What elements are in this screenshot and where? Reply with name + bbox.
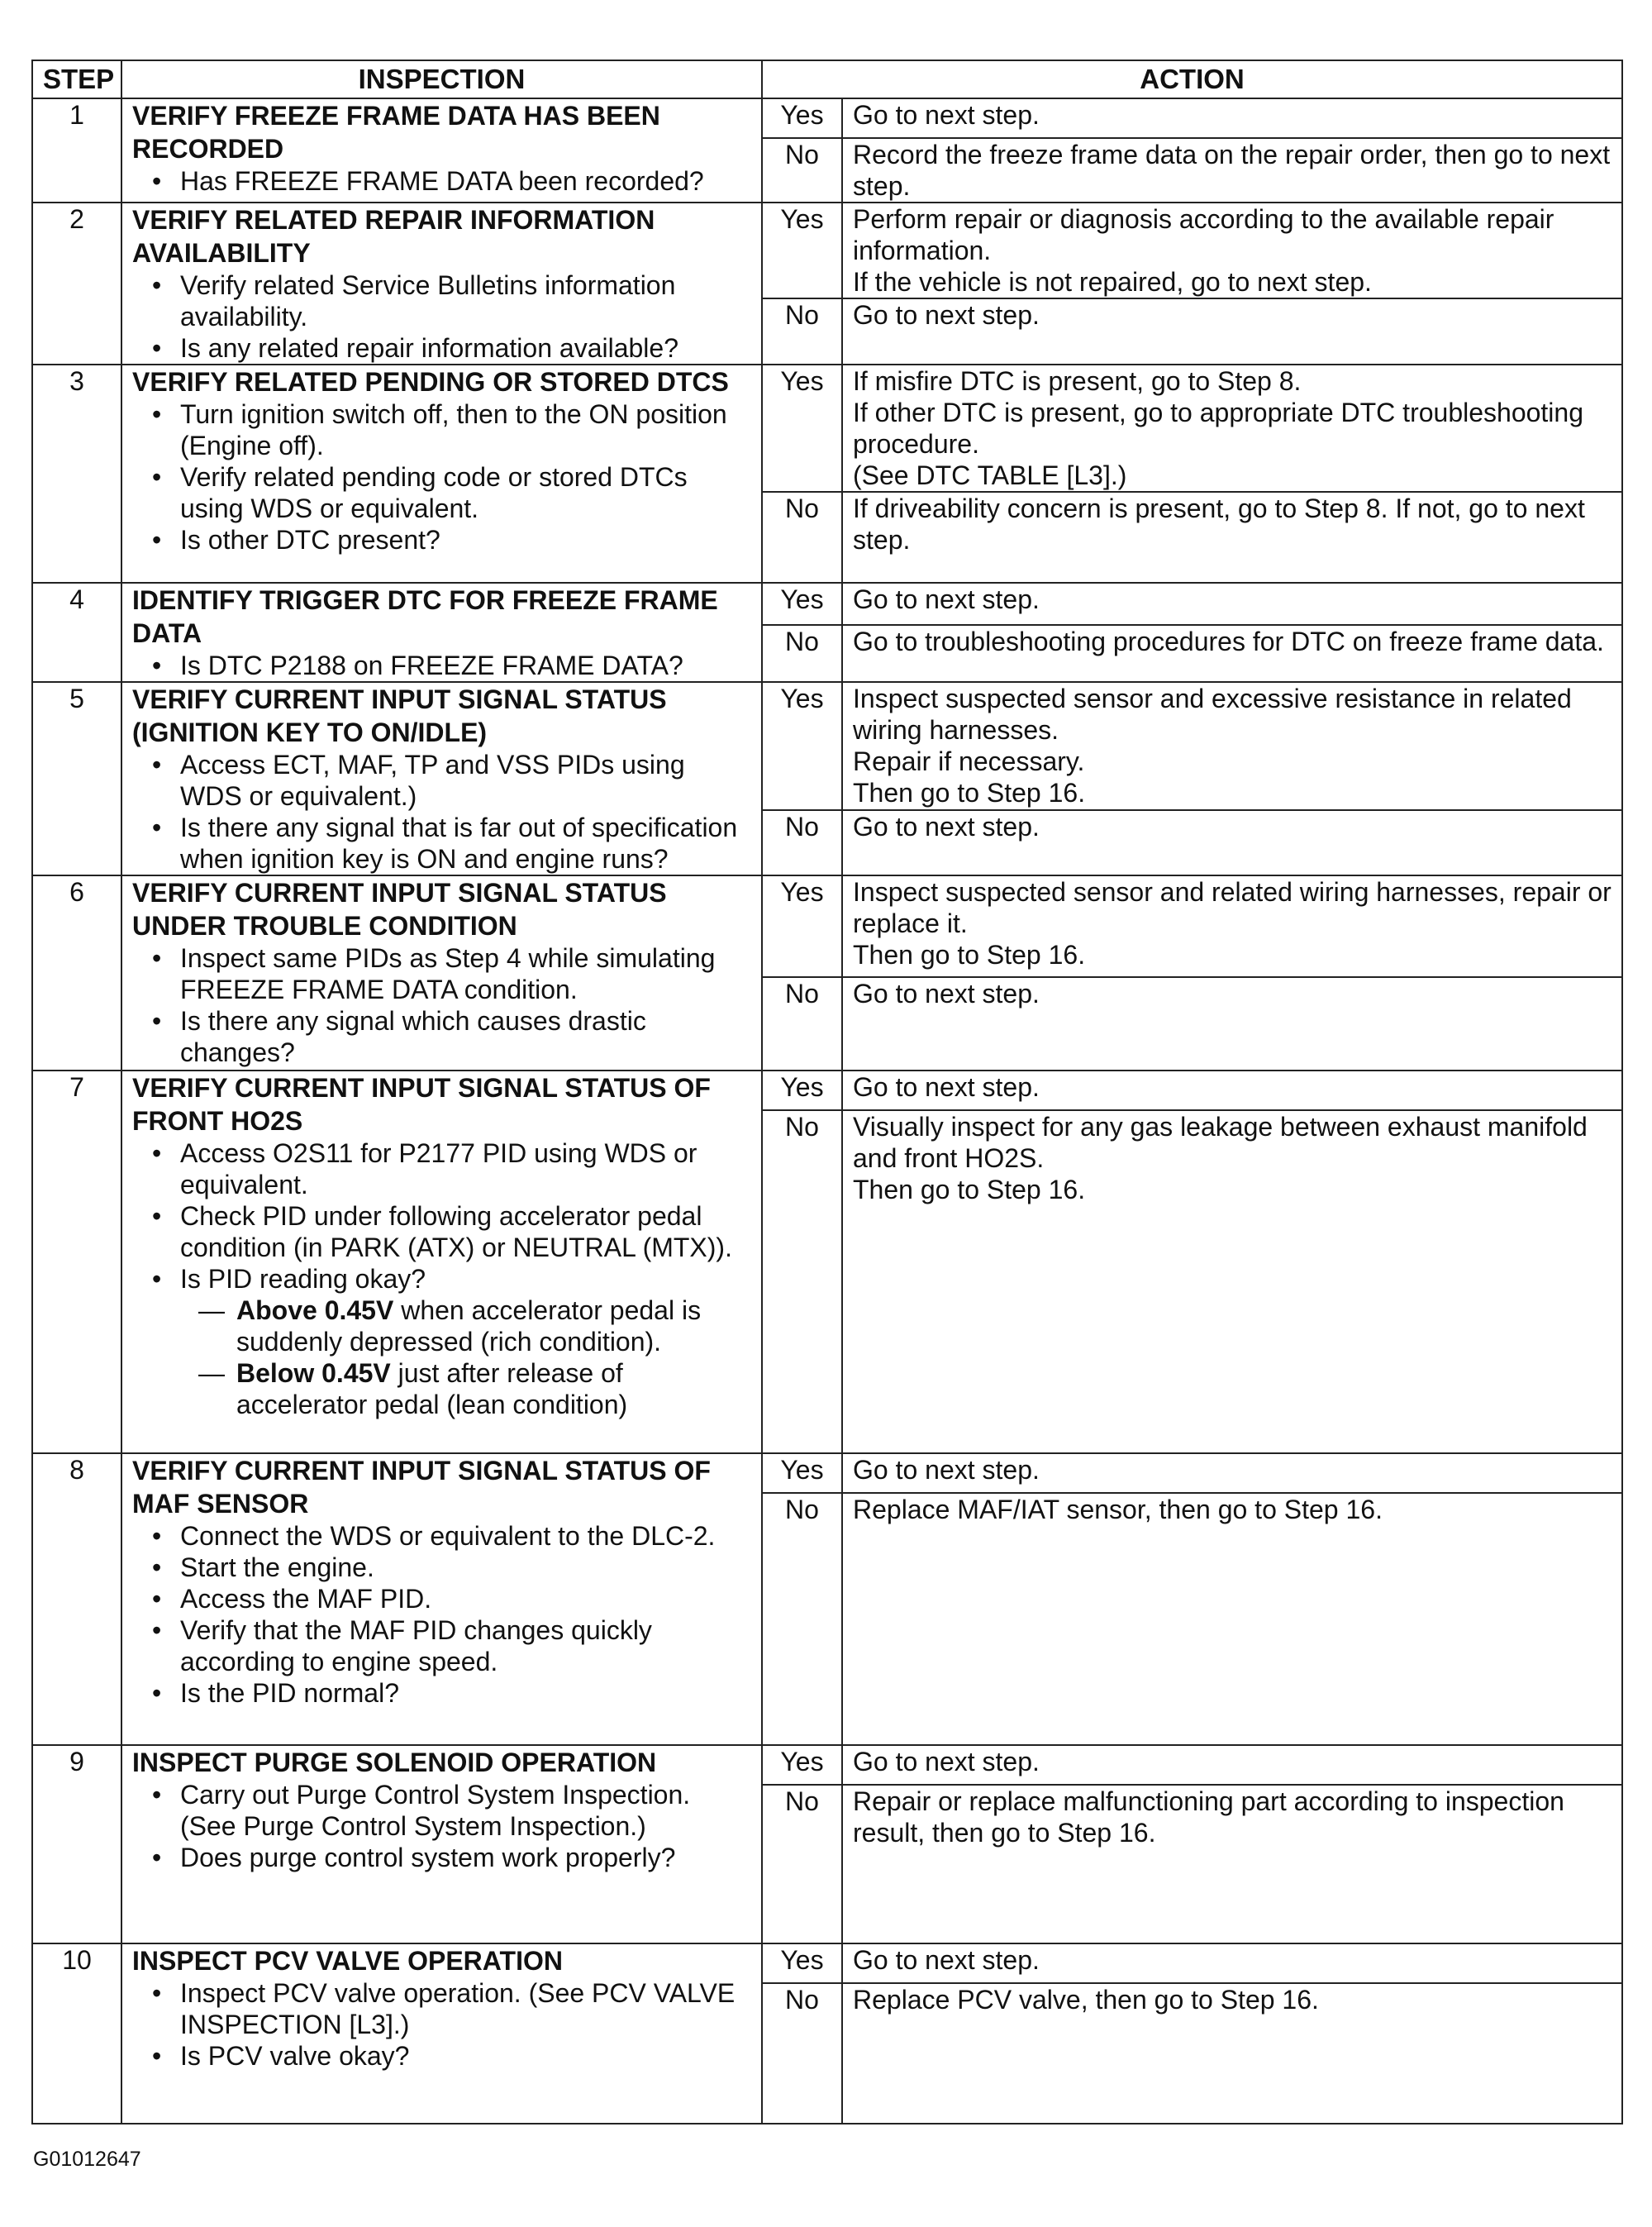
inspection-bullets: [132, 942, 751, 1068]
no-label: No: [762, 1785, 842, 1943]
yes-label: Yes: [762, 1453, 842, 1493]
yes-label: Yes: [762, 203, 842, 298]
action-line: Go to next step.: [853, 1455, 1040, 1485]
yes-action: [842, 365, 1622, 492]
inspection-title: VERIFY CURRENT INPUT SIGNAL STATUS OF FRONT HO2S: [132, 1073, 711, 1136]
action-line: If other DTC is present, go to appropriate DTC troubleshooting procedure.: [853, 398, 1583, 459]
no-action: [842, 138, 1622, 203]
table-row: [32, 98, 1622, 138]
action-line: Replace MAF/IAT sensor, then go to Step 16.: [853, 1495, 1383, 1524]
diagnostic-procedure-document: [31, 60, 1621, 2124]
table-row: [32, 1745, 1622, 1785]
action-line: Record the freeze frame data on the repair order, then go to next step.: [853, 140, 1611, 201]
table-row: [32, 203, 1622, 298]
inspection-bullet: • Does purge control system work properly?: [150, 1842, 751, 1873]
inspection-cell: [121, 875, 762, 1071]
no-action: [842, 492, 1622, 583]
yes-label: Yes: [762, 682, 842, 810]
action-line: If driveability concern is present, go to Step 8. If not, go to next step.: [853, 494, 1585, 555]
yes-action: [842, 875, 1622, 977]
inspection-bullet: • Verify related pending code or stored DTCs using WDS or equivalent.: [150, 461, 751, 524]
inspection-sub-bullet: [198, 1295, 751, 1357]
yes-label: Yes: [762, 1943, 842, 1983]
action-line: Inspect suspected sensor and excessive resistance in related wiring harnesses.: [853, 684, 1572, 745]
action-line: Repair if necessary.: [853, 746, 1085, 776]
inspection-title: VERIFY RELATED PENDING OR STORED DTCS: [132, 367, 729, 397]
inspection-cell: [121, 1745, 762, 1943]
yes-label: Yes: [762, 365, 842, 492]
action-line: Go to next step.: [853, 1945, 1040, 1975]
no-label: No: [762, 810, 842, 875]
inspection-bullet: • Inspect PCV valve operation. (See PCV VALVE INSPECTION [L3].): [150, 1977, 751, 2040]
table-row: [32, 583, 1622, 625]
inspection-bullet: • Is the PID normal?: [150, 1677, 751, 1709]
action-line: Go to troubleshooting procedures for DTC on freeze frame data.: [853, 626, 1604, 656]
action-line: If the vehicle is not repaired, go to next step.: [853, 267, 1372, 297]
table-body: [32, 98, 1622, 2124]
action-line: Then go to Step 16.: [853, 940, 1086, 970]
action-line: Go to next step.: [853, 584, 1040, 614]
inspection-cell: [121, 365, 762, 583]
inspection-sub-bullets: [198, 1295, 751, 1420]
no-action: [842, 810, 1622, 875]
table-row: [32, 682, 1622, 810]
action-line: (See DTC TABLE [L3].): [853, 460, 1127, 490]
step-number: 4: [32, 583, 121, 682]
figure-id: G01012647: [33, 2148, 141, 2171]
inspection-bullet: • Is there any signal that is far out of specification when ignition key is ON and engine runs?: [150, 812, 751, 875]
yes-action: [842, 1943, 1622, 1983]
sub-bullet-text: just after release of accelerator pedal (lean condition): [236, 1358, 628, 1419]
step-number: 10: [32, 1943, 121, 2124]
header-step: STEP: [32, 60, 121, 98]
header-action: ACTION: [762, 60, 1622, 98]
inspection-bullet: • Has FREEZE FRAME DATA been recorded?: [150, 165, 751, 197]
table-row: [32, 1071, 1622, 1110]
inspection-bullet: • Turn ignition switch off, then to the ON position (Engine off).: [150, 398, 751, 461]
action-line: Go to next step.: [853, 979, 1040, 1009]
inspection-bullet: • Carry out Purge Control System Inspection. (See Purge Control System Inspection.): [150, 1779, 751, 1842]
inspection-sub-bullet: [198, 1357, 751, 1420]
table-row: [32, 875, 1622, 977]
yes-label: Yes: [762, 1745, 842, 1785]
inspection-bullets: [132, 650, 751, 681]
inspection-bullet: • Access ECT, MAF, TP and VSS PIDs using WDS or equivalent.): [150, 749, 751, 812]
no-label: No: [762, 1493, 842, 1745]
yes-label: Yes: [762, 875, 842, 977]
inspection-title: INSPECT PURGE SOLENOID OPERATION: [132, 1748, 657, 1777]
table-row: [32, 1453, 1622, 1493]
inspection-bullets: [132, 269, 751, 364]
action-line: Go to next step.: [853, 811, 1040, 842]
inspection-bullet: • Is PCV valve okay?: [150, 2040, 751, 2072]
inspection-bullets: [132, 165, 751, 197]
yes-label: Yes: [762, 1071, 842, 1110]
no-label: No: [762, 1110, 842, 1453]
yes-action: [842, 1745, 1622, 1785]
sub-bullet-emphasis: Below 0.45V: [236, 1358, 391, 1388]
step-number: 3: [32, 365, 121, 583]
action-line: Go to next step.: [853, 100, 1040, 130]
sub-bullet-emphasis: Above 0.45V: [236, 1295, 394, 1325]
action-line: Go to next step.: [853, 300, 1040, 330]
yes-action: [842, 1071, 1622, 1110]
inspection-cell: [121, 1453, 762, 1745]
step-number: 2: [32, 203, 121, 365]
inspection-bullets: [132, 1520, 751, 1709]
no-label: No: [762, 492, 842, 583]
step-number: 9: [32, 1745, 121, 1943]
yes-label: Yes: [762, 583, 842, 625]
no-action: [842, 1983, 1622, 2124]
no-label: No: [762, 625, 842, 682]
inspection-bullet: • Is any related repair information available?: [150, 332, 751, 364]
inspection-bullet: • Verify related Service Bulletins information availability.: [150, 269, 751, 332]
yes-action: [842, 98, 1622, 138]
inspection-cell: [121, 583, 762, 682]
inspection-bullet: • Inspect same PIDs as Step 4 while simulating FREEZE FRAME DATA condition.: [150, 942, 751, 1005]
step-number: 1: [32, 98, 121, 203]
inspection-bullet: • Start the engine.: [150, 1552, 751, 1583]
no-action: [842, 1493, 1622, 1745]
no-action: [842, 1785, 1622, 1943]
step-number: 6: [32, 875, 121, 1071]
inspection-cell: [121, 98, 762, 203]
yes-label: Yes: [762, 98, 842, 138]
inspection-bullets: [132, 749, 751, 875]
action-line: Go to next step.: [853, 1747, 1040, 1776]
action-line: If misfire DTC is present, go to Step 8.: [853, 366, 1302, 396]
inspection-bullet: • Is other DTC present?: [150, 524, 751, 556]
inspection-title: VERIFY CURRENT INPUT SIGNAL STATUS (IGNITION KEY TO ON/IDLE): [132, 684, 667, 747]
inspection-title: VERIFY FREEZE FRAME DATA HAS BEEN RECORDED: [132, 101, 660, 164]
inspection-bullet: • Verify that the MAF PID changes quickly according to engine speed.: [150, 1614, 751, 1677]
table-row: [32, 365, 1622, 492]
table-row: [32, 1943, 1622, 1983]
action-line: Perform repair or diagnosis according to the available repair information.: [853, 204, 1554, 265]
no-action: [842, 1110, 1622, 1453]
action-line: Visually inspect for any gas leakage between exhaust manifold and front HO2S.: [853, 1112, 1588, 1173]
no-label: No: [762, 1983, 842, 2124]
inspection-bullets: [132, 1779, 751, 1873]
no-label: No: [762, 298, 842, 365]
action-line: Go to next step.: [853, 1072, 1040, 1102]
inspection-title: VERIFY CURRENT INPUT SIGNAL STATUS UNDER TROUBLE CONDITION: [132, 878, 667, 941]
inspection-bullet: • Access the MAF PID.: [150, 1583, 751, 1614]
no-label: No: [762, 138, 842, 203]
yes-action: [842, 682, 1622, 810]
inspection-cell: [121, 1071, 762, 1453]
inspection-bullets: [132, 1977, 751, 2072]
yes-action: [842, 1453, 1622, 1493]
diagnostic-table: [31, 60, 1623, 2124]
inspection-title: VERIFY CURRENT INPUT SIGNAL STATUS OF MAF SENSOR: [132, 1456, 711, 1519]
no-action: [842, 625, 1622, 682]
inspection-bullet: • Is there any signal which causes drastic changes?: [150, 1005, 751, 1068]
inspection-title: VERIFY RELATED REPAIR INFORMATION AVAILABILITY: [132, 205, 655, 268]
header-inspection: INSPECTION: [121, 60, 762, 98]
inspection-bullet: • Check PID under following accelerator pedal condition (in PARK (ATX) or NEUTRAL (MTX)).: [150, 1200, 751, 1263]
inspection-cell: [121, 1943, 762, 2124]
inspection-bullet: • Is PID reading okay?: [150, 1263, 751, 1295]
no-action: [842, 977, 1622, 1071]
action-line: Inspect suspected sensor and related wiring harnesses, repair or replace it.: [853, 877, 1612, 938]
inspection-bullet: • Access O2S11 for P2177 PID using WDS or equivalent.: [150, 1137, 751, 1200]
sub-bullet-text: when accelerator pedal is suddenly depressed (rich condition).: [236, 1295, 702, 1357]
inspection-bullets: [132, 1137, 751, 1295]
no-action: [842, 298, 1622, 365]
inspection-title: IDENTIFY TRIGGER DTC FOR FREEZE FRAME DATA: [132, 585, 718, 648]
action-line: Replace PCV valve, then go to Step 16.: [853, 1985, 1319, 2015]
action-line: Repair or replace malfunctioning part according to inspection result, then go to Step 16.: [853, 1786, 1564, 1848]
step-number: 5: [32, 682, 121, 875]
no-label: No: [762, 977, 842, 1071]
inspection-cell: [121, 682, 762, 875]
inspection-cell: [121, 203, 762, 365]
action-line: Then go to Step 16.: [853, 1175, 1086, 1204]
step-number: 8: [32, 1453, 121, 1745]
yes-action: [842, 583, 1622, 625]
inspection-bullet: • Is DTC P2188 on FREEZE FRAME DATA?: [150, 650, 751, 681]
inspection-bullet: • Connect the WDS or equivalent to the DLC-2.: [150, 1520, 751, 1552]
step-number: 7: [32, 1071, 121, 1453]
action-line: Then go to Step 16.: [853, 778, 1086, 808]
inspection-bullets: [132, 398, 751, 556]
yes-action: [842, 203, 1622, 298]
table-header-row: [32, 60, 1622, 98]
inspection-title: INSPECT PCV VALVE OPERATION: [132, 1946, 563, 1976]
